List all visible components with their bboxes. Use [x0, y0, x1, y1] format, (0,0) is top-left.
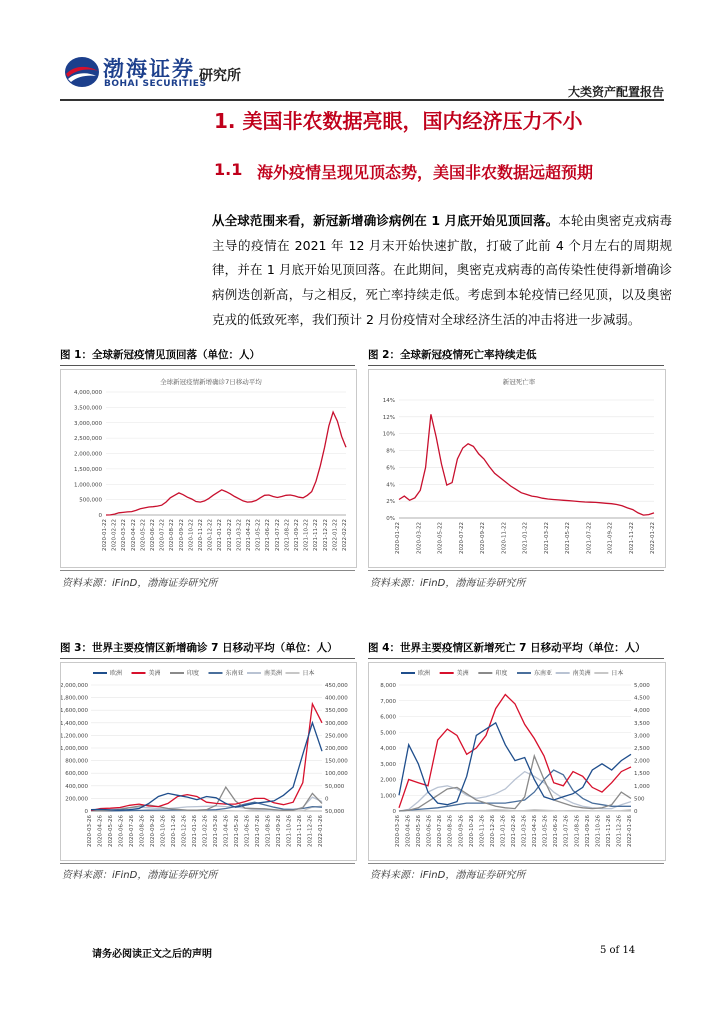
fig1-x-tick-label: 2022-01-22 [332, 519, 339, 551]
fig3-y-tick-label: 1,800,000 [61, 695, 88, 702]
fig3-legend-label: 美洲 [148, 670, 161, 677]
fig3-y-tick-label: 1,600,000 [61, 708, 88, 715]
body-lead-sentence: 从全球范围来看，新冠新增确诊病例在 1 月底开始见顶回落。 [212, 213, 559, 228]
chart-title: 新冠死亡率 [502, 378, 536, 386]
fig3-x-tick-label: 2020-12-26 [181, 815, 188, 847]
fig1-x-tick-label: 2020-09-22 [178, 519, 185, 551]
fig2-x-tick-label: 2020-09-22 [480, 522, 486, 554]
fig4-x-tick-label: 2021-06-26 [553, 815, 560, 847]
figure-1-source-rule [60, 570, 355, 571]
fig4-x-tick-label: 2021-03-26 [521, 815, 528, 847]
fig3-x-tick-label: 2020-10-26 [160, 815, 167, 847]
fig4-x-tick-label: 2020-10-26 [468, 815, 475, 847]
fig4-x-tick-label: 2020-11-26 [479, 815, 486, 847]
fig4-x-tick-label: 2020-12-26 [489, 815, 496, 847]
body-paragraph [212, 209, 672, 333]
fig4-right-y-tick-label: 4,000 [634, 708, 650, 715]
figure-2-svg [369, 370, 665, 567]
fig1-x-tick-label: 2021-03-22 [236, 519, 243, 551]
fig1-x-tick-label: 2021-12-22 [322, 519, 329, 551]
fig4-series-line [399, 810, 631, 811]
fig3-x-tick-label: 2021-06-26 [244, 815, 251, 847]
fig2-x-tick-label: 2021-05-22 [565, 522, 571, 554]
fig4-x-tick-label: 2021-02-26 [511, 815, 517, 847]
fig4-x-tick-label: 2021-01-26 [500, 815, 507, 847]
body-text: 本轮由奥密克戎病毒主导的疫情在 2021 年 12 月末开始快速扩散，打破了此前 4 个月左右的周期规律，并在 1 月底开始见顶回落。在此期间，奥密克戎病毒的高传染性使得新增确诊病例迭创新高，与之相反，死亡率持续走低。考虑到本轮疫情已经见顶，以及奥密克戎的低致死率，我们预计 2 月份疫情对全球经济生活的冲击将进一步减弱。 [212, 213, 672, 327]
fig2-x-tick-label: 2020-11-22 [501, 522, 508, 554]
figure-4-source-rule [368, 863, 664, 864]
fig2-series-line [399, 414, 654, 515]
fig4-x-tick-label: 2021-07-26 [563, 815, 570, 847]
fig2-x-tick-label: 2020-07-22 [458, 522, 465, 554]
fig3-right-y-tick-label: 0 [325, 796, 329, 803]
fig1-x-tick-label: 2021-06-22 [265, 519, 272, 551]
fig3-x-tick-label: 2021-02-26 [202, 815, 209, 847]
subsection-heading: 海外疫情呈现见顶态势，美国非农数据远超预期 [257, 163, 594, 182]
fig3-x-tick-label: 2021-10-26 [286, 815, 293, 847]
fig4-series-line [399, 756, 631, 811]
fig4-x-tick-label: 2021-05-26 [542, 815, 549, 847]
fig3-y-tick-label: 1,200,000 [61, 733, 88, 740]
fig3-y-tick-label: 1,000,000 [61, 746, 88, 752]
fig4-right-y-tick-label: 4,500 [634, 695, 650, 702]
fig4-y-tick-label: 5,000 [380, 730, 396, 737]
fig4-right-y-tick-label: 2,000 [634, 758, 650, 765]
fig2-y-tick-label: 4% [386, 482, 395, 489]
fig4-right-y-tick-label: 500 [634, 796, 645, 803]
fig1-x-tick-label: 2020-08-22 [169, 519, 176, 551]
fig2-x-tick-label: 2021-01-22 [522, 522, 529, 554]
fig1-y-tick-label: 0 [98, 513, 102, 519]
chart-title: 全球新冠疫情新增确诊7日移动平均 [160, 378, 262, 386]
fig3-legend-label: 东南亚 [225, 670, 244, 677]
fig4-x-tick-label: 2022-01-26 [627, 815, 633, 847]
fig3-x-tick-label: 2020-07-26 [129, 815, 135, 847]
fig4-y-tick-label: 0 [392, 809, 396, 815]
fig4-y-tick-label: 4,000 [380, 746, 396, 752]
fig4-x-tick-label: 2021-09-26 [584, 815, 591, 847]
fig1-x-tick-label: 2020-03-22 [121, 519, 128, 551]
fig3-right-y-tick-label: 50,000 [325, 809, 345, 815]
fig4-right-y-tick-label: 3,000 [634, 733, 650, 740]
fig2-x-tick-label: 2020-01-22 [395, 522, 401, 554]
fig1-x-tick-label: 2021-07-22 [274, 519, 281, 551]
figure-3-source-rule [60, 863, 355, 864]
fig1-y-tick-label: 1,000,000 [74, 482, 102, 489]
fig1-y-tick-label: 3,500,000 [74, 405, 102, 412]
fig1-x-tick-label: 2021-08-22 [284, 519, 291, 551]
fig4-right-y-tick-label: 2,500 [634, 746, 650, 752]
page-number: 5 of 14 [600, 945, 636, 956]
figure-2-chart [368, 369, 666, 568]
fig3-x-tick-label: 2022-01-26 [318, 815, 324, 847]
fig3-right-y-tick-label: 300,000 [325, 720, 348, 727]
fig1-y-tick-label: 3,000,000 [74, 420, 102, 427]
fig4-x-tick-label: 2021-11-26 [605, 815, 612, 847]
fig3-y-tick-label: 400,000 [65, 783, 88, 790]
fig3-y-tick-label: 600,000 [65, 771, 88, 778]
fig4-x-tick-label: 2020-09-26 [458, 815, 465, 847]
fig3-y-tick-label: 0 [84, 809, 88, 815]
fig4-legend-label: 欧洲 [418, 670, 431, 677]
fig3-y-tick-label: 200,000 [65, 796, 88, 803]
fig1-x-tick-label: 2020-10-22 [188, 519, 195, 551]
fig4-x-tick-label: 2021-10-26 [595, 815, 602, 847]
figure-2-rule [368, 365, 664, 366]
fig1-x-tick-label: 2020-02-22 [111, 519, 118, 551]
fig3-legend-label: 印度 [187, 670, 200, 677]
fig1-y-tick-label: 500,000 [79, 497, 102, 504]
fig4-right-y-tick-label: 3,500 [634, 720, 650, 727]
fig2-y-tick-label: 6% [386, 465, 395, 472]
fig4-x-tick-label: 2020-05-26 [416, 815, 423, 847]
figure-4-title: 图 4：世界主要疫情区新增死亡 7 日移动平均（单位：人） [368, 642, 646, 654]
fig3-right-y-tick-label: 200,000 [325, 746, 348, 752]
bohai-logo-icon [64, 55, 100, 89]
fig1-x-tick-label: 2020-07-22 [159, 519, 166, 551]
figure-4-svg [369, 663, 665, 860]
fig4-legend-label: 美洲 [456, 670, 469, 677]
figure-1-svg [61, 370, 356, 567]
footer-disclaimer: 请务必阅读正文之后的声明 [92, 949, 212, 960]
fig4-x-tick-label: 2020-06-26 [426, 815, 433, 847]
fig3-x-tick-label: 2021-07-26 [255, 815, 261, 847]
figure-2-title: 图 2：全球新冠疫情死亡率持续走低 [368, 349, 537, 361]
fig3-x-tick-label: 2020-08-26 [139, 815, 146, 847]
institute-name: 研究所 [199, 68, 241, 84]
fig3-y-tick-label: 800,000 [65, 758, 88, 765]
fig3-series-line [91, 704, 322, 811]
fig2-y-tick-label: 14% [382, 398, 395, 404]
fig4-legend-label: 东南亚 [534, 670, 553, 677]
fig1-x-tick-label: 2020-12-22 [207, 519, 214, 551]
fig4-legend-label: 南美洲 [572, 670, 591, 677]
fig1-x-tick-label: 2021-09-22 [294, 519, 300, 551]
fig4-series-line [399, 772, 631, 811]
fig3-x-tick-label: 2021-03-26 [213, 815, 219, 847]
figure-4-source: 资料来源：iFinD，渤海证券研究所 [370, 870, 526, 881]
figure-1-rule [60, 365, 355, 366]
figure-2-source: 资料来源：iFinD，渤海证券研究所 [370, 578, 526, 589]
fig4-y-tick-label: 7,000 [380, 698, 396, 705]
fig3-legend-label: 日本 [302, 670, 315, 677]
fig4-x-tick-label: 2021-12-26 [616, 815, 623, 847]
fig4-x-tick-label: 2021-04-26 [532, 815, 539, 847]
fig2-y-tick-label: 10% [382, 431, 395, 438]
fig3-x-tick-label: 2021-11-26 [297, 815, 303, 847]
fig4-y-tick-label: 6,000 [380, 714, 396, 721]
fig3-x-tick-label: 2021-08-26 [265, 815, 272, 847]
fig1-y-tick-label: 1,500,000 [74, 466, 102, 473]
fig3-legend-label: 欧洲 [110, 670, 123, 677]
fig2-x-tick-label: 2021-07-22 [586, 522, 593, 554]
figure-3-chart [60, 662, 357, 861]
figure-2-source-rule [368, 570, 664, 571]
fig2-x-tick-label: 2020-05-22 [437, 522, 444, 554]
fig4-right-y-tick-label: 5,000 [634, 683, 650, 689]
fig4-x-tick-label: 2020-07-26 [437, 815, 444, 847]
fig3-legend-label: 南美洲 [264, 670, 283, 677]
fig2-y-tick-label: 8% [386, 448, 395, 455]
fig4-legend-label: 日本 [611, 670, 624, 677]
fig3-right-y-tick-label: 250,000 [325, 733, 348, 740]
fig3-x-tick-label: 2020-04-26 [97, 815, 104, 847]
fig3-x-tick-label: 2021-09-26 [276, 815, 282, 847]
fig1-x-tick-label: 2020-04-22 [130, 519, 137, 551]
fig1-y-tick-label: 2,500,000 [74, 436, 102, 443]
fig2-x-tick-label: 2022-01-22 [650, 522, 656, 554]
fig1-x-tick-label: 2021-01-22 [217, 519, 224, 551]
fig4-x-tick-label: 2020-03-26 [395, 815, 401, 847]
fig3-right-y-tick-label: 400,000 [325, 695, 348, 702]
header-divider [60, 99, 664, 101]
fig3-x-tick-label: 2020-05-26 [108, 815, 114, 847]
fig4-y-tick-label: 3,000 [380, 761, 396, 768]
fig4-x-tick-label: 2021-08-26 [574, 815, 581, 847]
figure-4-rule [368, 658, 664, 659]
fig3-right-y-tick-label: 50,000 [325, 783, 345, 790]
fig3-x-tick-label: 2021-12-26 [307, 815, 314, 847]
fig1-x-tick-label: 2021-05-22 [255, 519, 262, 551]
fig1-x-tick-label: 2020-05-22 [140, 519, 147, 551]
fig4-right-y-tick-label: 1,000 [634, 783, 650, 790]
fig1-x-tick-label: 2020-06-22 [150, 519, 156, 551]
fig4-series-line [399, 770, 631, 811]
fig1-x-tick-label: 2022-02-22 [342, 519, 348, 551]
logo-chinese-name: 渤海证券 [103, 57, 195, 81]
fig3-x-tick-label: 2020-09-26 [150, 815, 156, 847]
fig4-right-y-tick-label: 0 [634, 809, 638, 815]
fig2-x-tick-label: 2021-09-22 [607, 522, 614, 554]
figure-4-chart [368, 662, 666, 861]
fig1-x-tick-label: 2021-10-22 [303, 519, 310, 551]
figure-1-source: 资料来源：iFinD，渤海证券研究所 [62, 578, 218, 589]
fig1-x-tick-label: 2021-11-22 [313, 519, 320, 551]
fig2-y-tick-label: 12% [382, 414, 395, 421]
fig4-series-line [399, 695, 631, 808]
figure-3-svg [61, 663, 356, 860]
fig3-x-tick-label: 2021-01-26 [192, 815, 198, 847]
fig1-x-tick-label: 2021-02-22 [226, 519, 233, 551]
fig3-right-y-tick-label: 150,000 [325, 758, 348, 765]
fig1-x-tick-label: 2021-04-22 [246, 519, 252, 551]
fig3-right-y-tick-label: 100,000 [325, 771, 348, 778]
fig2-y-tick-label: 0% [386, 516, 395, 522]
fig3-x-tick-label: 2021-04-26 [223, 815, 230, 847]
fig2-x-tick-label: 2021-11-22 [628, 522, 635, 554]
fig2-y-tick-label: 2% [386, 499, 395, 506]
fig1-y-tick-label: 4,000,000 [74, 390, 102, 396]
fig4-x-tick-label: 2020-04-26 [405, 815, 412, 847]
fig3-y-tick-label: 2,000,000 [61, 683, 88, 689]
fig3-x-tick-label: 2020-03-26 [87, 815, 93, 847]
fig4-legend-label: 印度 [495, 670, 508, 677]
figure-1-title: 图 1：全球新冠疫情见顶回落（单位：人） [60, 349, 260, 361]
fig2-x-tick-label: 2021-03-22 [543, 522, 550, 554]
fig3-right-y-tick-label: 350,000 [325, 708, 348, 715]
fig3-x-tick-label: 2021-05-26 [234, 815, 240, 847]
fig4-y-tick-label: 2,000 [380, 777, 396, 784]
fig4-right-y-tick-label: 1,500 [634, 771, 650, 778]
fig1-x-tick-label: 2020-01-22 [102, 519, 108, 551]
fig2-x-tick-label: 2020-03-22 [416, 522, 423, 554]
fig4-y-tick-label: 1,000 [380, 793, 396, 800]
section-heading: 1. 美国非农数据亮眼，国内经济压力不小 [214, 109, 583, 133]
logo-english-name: BOHAI SECURITIES [104, 79, 207, 89]
fig3-x-tick-label: 2020-11-26 [171, 815, 177, 847]
report-type: 大类资产配置报告 [567, 85, 664, 99]
fig4-x-tick-label: 2020-08-26 [447, 815, 454, 847]
fig3-right-y-tick-label: 450,000 [325, 683, 348, 689]
figure-1-chart [60, 369, 357, 568]
figure-3-rule [60, 658, 355, 659]
subsection-number: 1.1 [214, 160, 243, 179]
fig1-y-tick-label: 2,000,000 [74, 451, 102, 458]
fig3-x-tick-label: 2020-06-26 [118, 815, 125, 847]
figure-3-source: 资料来源：iFinD，渤海证券研究所 [62, 870, 218, 881]
figure-3-title: 图 3：世界主要疫情区新增确诊 7 日移动平均（单位：人） [60, 642, 338, 654]
fig1-x-tick-label: 2020-11-22 [198, 519, 204, 551]
fig4-y-tick-label: 8,000 [380, 683, 396, 689]
fig3-y-tick-label: 1,400,000 [61, 720, 88, 727]
fig3-series-line [91, 723, 322, 810]
